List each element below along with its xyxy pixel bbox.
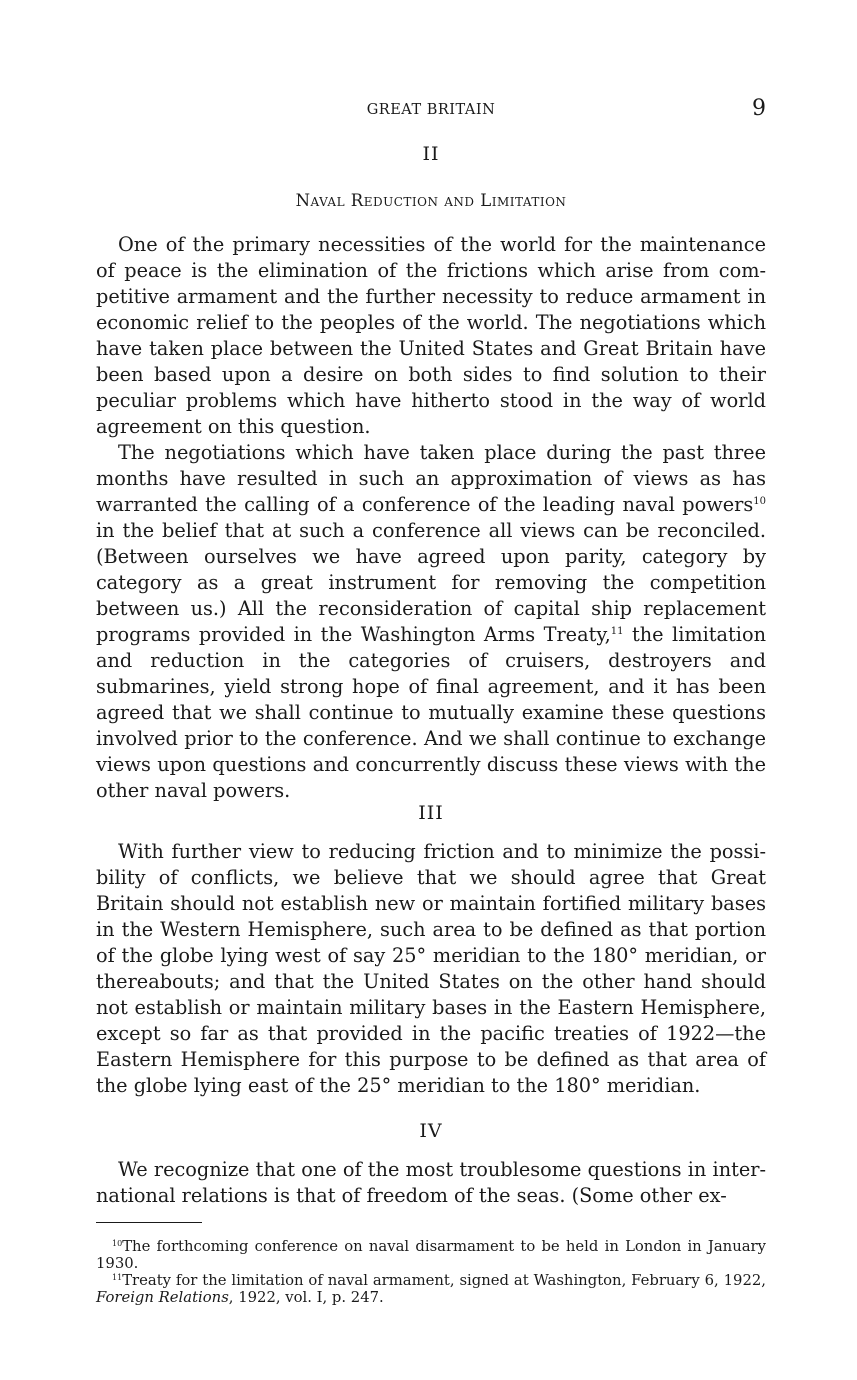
footnote-10-text: The forthcoming conference on naval disarmament to be held in London in January 1930.: [96, 1238, 766, 1272]
footnote-10-marker: 10: [112, 1239, 123, 1248]
paragraph-freedom-of-seas: We recognize that one of the most troublesome questions in international relations is that of freedom of the seas. (Some other ex-: [96, 1158, 766, 1207]
footnote-ref-10: 10: [753, 496, 766, 507]
paragraph-negotiations-part-1: The negotiations which have taken place during the past three months have resulted in such an approximation of views as has warranted the calling of a conference of the leading naval powers: [96, 441, 766, 516]
paragraph-negotiations: [96, 440, 766, 804]
footnote-11: [96, 1272, 766, 1306]
footnote-ref-11: 11: [610, 626, 624, 637]
footnote-10: [96, 1238, 766, 1272]
footnote-divider: [96, 1222, 202, 1223]
footnote-11-text-start: Treaty for the limitation of naval armament, signed at Washington, February 6, 1922,: [122, 1272, 766, 1289]
section-title-naval-reduction: Naval Reduction and Limitation: [295, 191, 567, 210]
paragraph-primary-necessities: One of the primary necessities of the world for the maintenance of peace is the elimination of the frictions which arise from competitive armament and the further necessity to reduce armament in economic relief to the peoples of the world. The negotiations which have taken place between the United States and Great Britain have been based upon a desire on both sides to find solution to their peculiar problems which have hitherto stood in the way of world agreement on this question.: [96, 233, 766, 438]
running-title: GREAT BRITAIN: [366, 102, 496, 118]
footnote-11-text-end: , 1922, vol. I, p. 247.: [228, 1289, 384, 1306]
footnote-11-italic-title: Foreign Relations: [96, 1289, 229, 1306]
section-numeral-ii: II: [422, 143, 440, 165]
footnote-11-marker: 11: [112, 1273, 123, 1282]
paragraph-negotiations-part-3: the limitation and reduction in the categories of cruisers, destroyers and submarines, yield strong hope of final agreement, and it has been agreed that we shall continue to mutually examine these questions involved prior to the conference. And we shall continue to exchange views upon questions and concurrently discuss these views with the other naval powers.: [96, 623, 766, 802]
section-numeral-iv: IV: [419, 1120, 443, 1142]
paragraph-negotiations-part-2: in the belief that at such a conference all views can be reconciled. (Between ourselves we have agreed upon parity, category by category as a great instrument for removing the competition between us.) All the reconsideration of capital ship replacement programs provided in the Washington Arms Treaty,: [96, 519, 766, 646]
section-numeral-iii: III: [418, 802, 444, 824]
page-number: 9: [752, 96, 766, 121]
running-header: [96, 96, 766, 126]
paragraph-reducing-friction: With further view to reducing friction and to minimize the possibility of conflicts, we believe that we should agree that Great Britain should not establish new or maintain fortified military bases in the Western Hemisphere, such area to be defined as that portion of the globe lying west of say 25° meridian to the 180° meridian, or thereabouts; and that the United States on the other hand should not establish or maintain military bases in the Eastern Hemisphere, except so far as that provided in the pacific treaties of 1922—the Eastern Hemisphere for this purpose to be defined as that area of the globe lying east of the 25° meridian to the 180° meridian.: [96, 840, 766, 1097]
